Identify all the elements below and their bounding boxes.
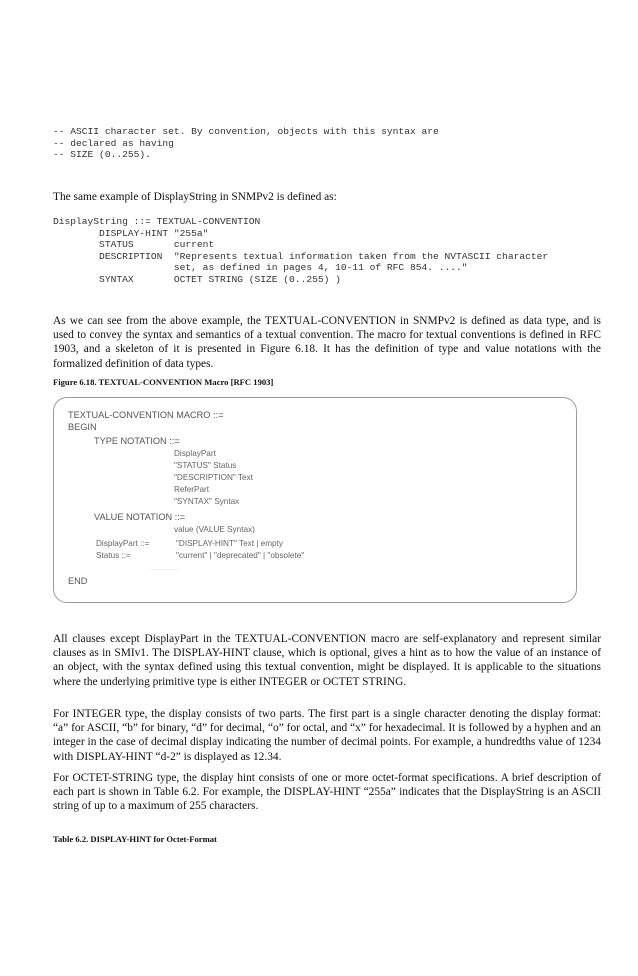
code-line: DISPLAY-HINT "255a": [53, 227, 209, 239]
paragraph-all-clauses: All clauses except DisplayPart in the TEXTUAL-CONVENTION macro are self-explanatory and represent similar clauses as in SMIv1. The DISPLAY-HINT clause, which is optional, gives a hint as to how the value of an instance of an object, with the syntax defined using this textual convention, might be displayed. It is applicable to the situations where the underlying primitive type is either INTEGER or OCTET STRING.: [53, 633, 601, 688]
figure-status-label: Status ::=: [96, 551, 131, 560]
figure-type-item: "STATUS" Status: [174, 461, 237, 470]
code-line: DESCRIPTION "Represents textual information taken from the NVTASCII character: [53, 250, 549, 262]
figure-value-item: value (VALUE Syntax): [174, 525, 255, 534]
code-line: DisplayString ::= TEXTUAL-CONVENTION: [53, 216, 261, 227]
figure-macro-line: TEXTUAL-CONVENTION MACRO ::=: [68, 410, 224, 420]
paragraph-same-example: The same example of DisplayString in SNMPv2 is defined as:: [53, 191, 337, 203]
figure-status-value: "current" | "deprecated" | "obsolete": [176, 551, 305, 560]
figure-begin: BEGIN: [68, 422, 97, 432]
figure-caption: Figure 6.18. TEXTUAL-CONVENTION Macro [RFC 1903]: [53, 377, 274, 387]
figure-value-notation: VALUE NOTATION ::=: [94, 512, 186, 522]
paragraph-integer-type: For INTEGER type, the display consists of two parts. The first part is a single character denoting the display format: “a” for ASCII, “b” for binary, “d” for decimal, “o” for octal, and “x” for hexadecimal. It is followed by a hyphen and an integer in the case of decimal display indicating the number of decimal points. For example, a hundredths value of 1234 with DISPLAY-HINT “d-2” is displayed as 12.34.: [53, 708, 601, 763]
table-caption: Table 6.2. DISPLAY-HINT for Octet-Format: [53, 834, 217, 844]
paragraph-octet-string-type: For OCTET-STRING type, the display hint consists of one or more octet-format specifications. A brief description of each part is shown in Table 6.2. For example, the DISPLAY-HINT “255a” indicates that the DisplayString is an ASCII string of up to a maximum of 255 characters.: [53, 772, 601, 813]
paragraph-as-we-can-see: As we can see from the above example, the TEXTUAL-CONVENTION in SNMPv2 is defined as data type, and is used to convey the syntax and semantics of a textual convention. The macro for textual conventions is defined in RFC 1903, and a skeleton of it is presented in Figure 6.18. It has the definition of type and value notations with the formalized definition of data types.: [53, 315, 601, 370]
figure-ellipsis-dots: ...........: [150, 566, 180, 572]
code-line: -- SIZE (0..255).: [53, 149, 151, 160]
figure-display-part-value: "DISPLAY-HINT" Text | empty: [176, 539, 283, 548]
figure-6-18-box: [53, 397, 577, 603]
code-line: SYNTAX OCTET STRING (SIZE (0..255) ): [53, 273, 341, 285]
figure-type-notation: TYPE NOTATION ::=: [94, 436, 180, 446]
figure-display-part-label: DisplayPart ::=: [96, 539, 150, 548]
code-block-displaystring-snmpv2: [53, 216, 548, 285]
code-line: set, as defined in pages 4, 10-11 of RFC 854. ....": [53, 262, 468, 273]
figure-end: END: [68, 576, 88, 586]
figure-type-item: ReferPart: [174, 485, 210, 494]
code-line: STATUS current: [53, 239, 215, 250]
figure-type-item: DisplayPart: [174, 449, 216, 458]
figure-type-item: "DESCRIPTION" Text: [174, 473, 253, 482]
code-line: -- declared as having: [53, 137, 174, 149]
figure-type-item: "SYNTAX" Syntax: [174, 497, 240, 506]
code-block-asn1-comment: [53, 126, 439, 161]
code-line: -- ASCII character set. By convention, objects with this syntax are: [53, 126, 439, 137]
